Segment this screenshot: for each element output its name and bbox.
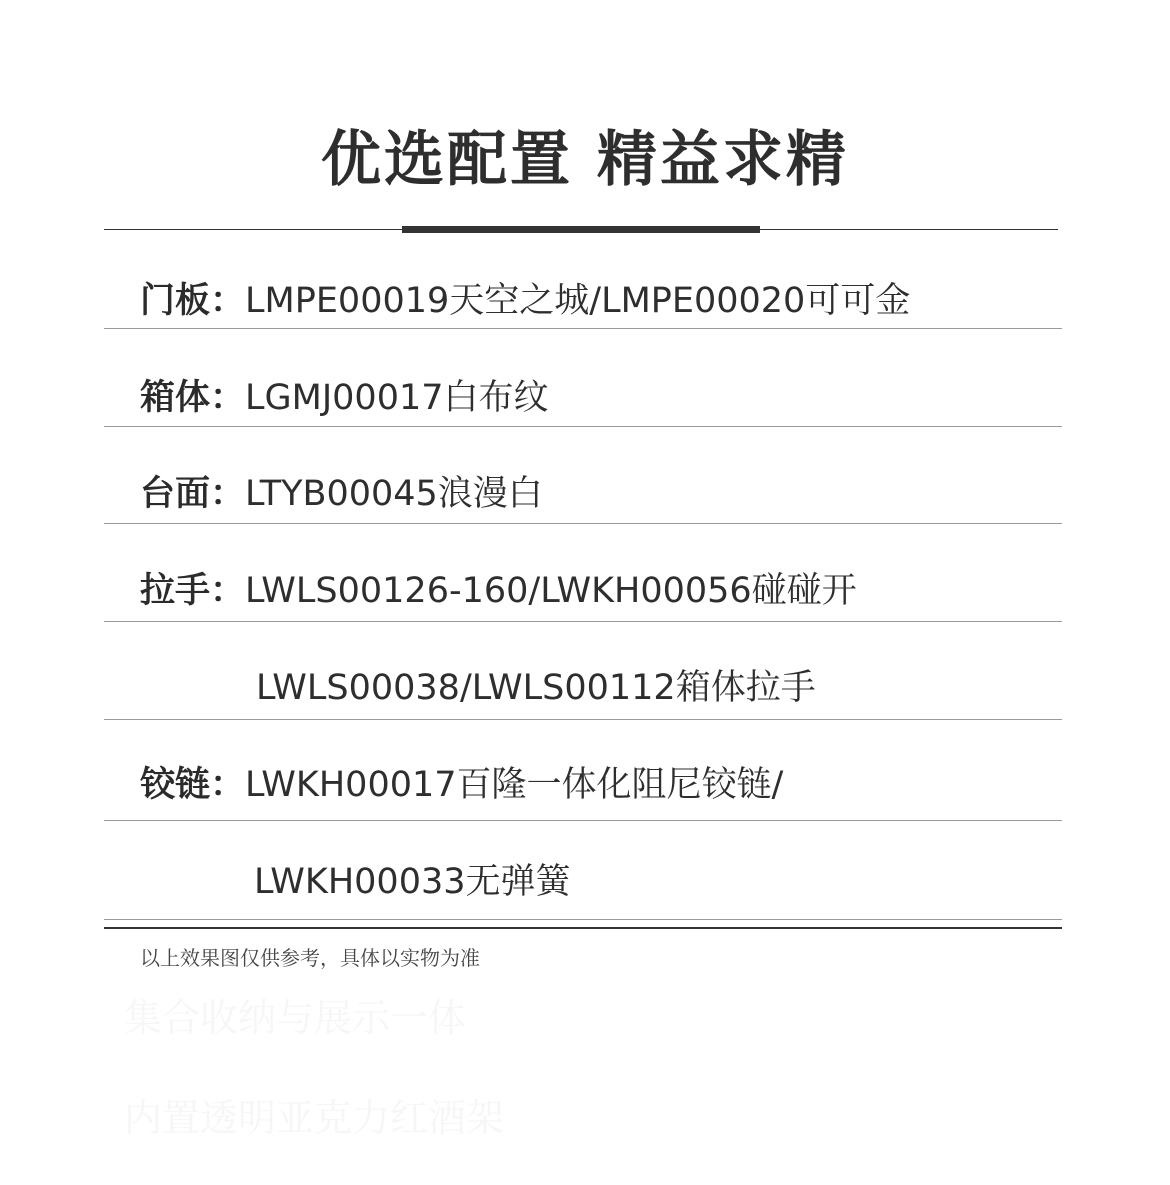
row-divider (104, 919, 1062, 920)
spec-value: LWLS00126-160/LWKH00056碰碰开 (245, 571, 857, 611)
spec-label: 箱体： (140, 378, 246, 418)
row-divider (104, 328, 1062, 329)
row-divider (104, 820, 1062, 821)
spec-label: 铰链： (140, 765, 246, 805)
spec-value: LWKH00017百隆一体化阻尼铰链/ (245, 765, 784, 805)
spec-row-handle (140, 566, 857, 616)
spec-value: LWLS00038/LWLS00112箱体拉手 (256, 668, 816, 708)
spec-value: LGMJ00017白布纹 (245, 378, 549, 418)
spec-label: 台面： (140, 474, 246, 514)
row-divider (104, 523, 1062, 524)
spec-row-hinge-continued (254, 857, 571, 907)
disclaimer-note: 以上效果图仅供参考，具体以实物为准 (140, 946, 480, 970)
faded-background-text: 内置透明亚克力红酒架 (124, 1096, 505, 1140)
spec-value: LWKH00033无弹簧 (254, 862, 571, 902)
row-divider (104, 621, 1062, 622)
row-divider (104, 426, 1062, 427)
spec-row-cabinet (140, 373, 549, 423)
spec-label: 拉手： (140, 571, 246, 611)
page-title: 优选配置 精益求精 (321, 125, 849, 195)
spec-row-door-panel (140, 276, 910, 326)
bottom-rule (104, 927, 1062, 929)
title-accent-bar (402, 226, 760, 233)
spec-row-countertop (140, 469, 543, 519)
spec-row-hinge (140, 760, 783, 810)
row-divider (104, 719, 1062, 720)
spec-label: 门板： (140, 281, 246, 321)
faded-background-text: 集合收纳与展示一体 (124, 996, 467, 1040)
spec-row-handle-continued (256, 663, 816, 713)
spec-value: LMPE00019天空之城/LMPE00020可可金 (245, 281, 911, 321)
spec-value: LTYB00045浪漫白 (245, 474, 543, 514)
